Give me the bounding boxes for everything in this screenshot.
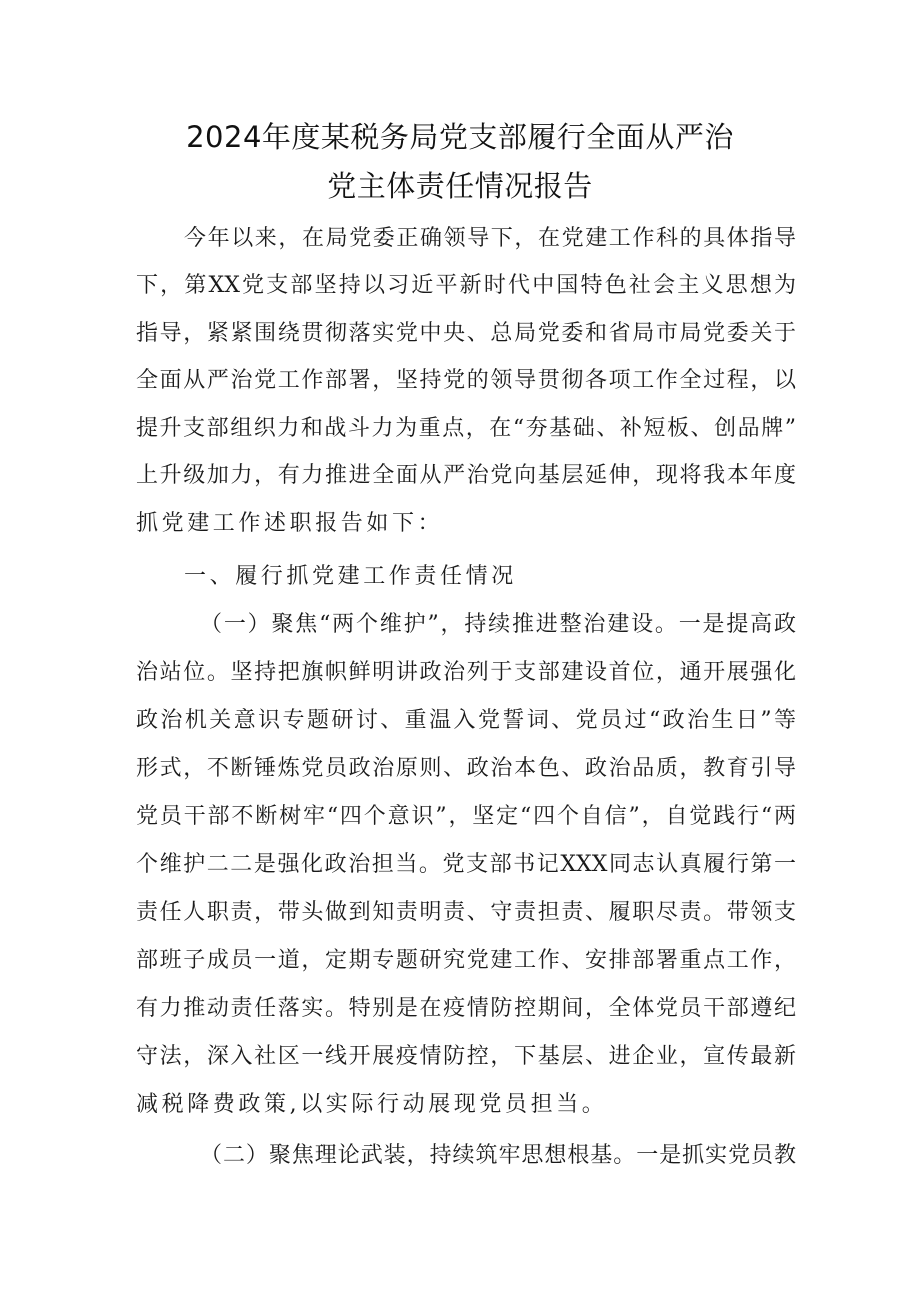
section-heading: 一、履行抓党建工作责任情况	[184, 564, 517, 589]
paragraph-line: 党员干部不断树牢“四个意识”，坚定“四个自信”，自觉践行“两	[136, 804, 796, 829]
paragraph-line: 守法，深入社区一线开展疫情防控，下基层、进企业，宣传最新	[136, 1044, 796, 1069]
paragraph-line: 形式，不断锤炼党员政治原则、政治本色、政治品质，教育引导	[136, 756, 796, 781]
paragraph-line: 上升级加力，有力推进全面从严治党向基层延伸，现将我本年度	[136, 463, 796, 488]
paragraph-line: 指导，紧紧围绕贯彻落实党中央、总局党委和省局市局党委关于	[136, 321, 796, 346]
paragraph-line: 部班子成员一道，定期专题研究党建工作、安排部署重点工作，	[136, 948, 796, 973]
paragraph-line: 抓党建工作述职报告如下：	[136, 511, 444, 536]
paragraph-line: 个维护二二是强化政治担当。党支部书记XXX同志认真履行第一	[136, 852, 796, 877]
document-title-line-1: 2024年度某税务局党支部履行全面从严治	[186, 120, 734, 154]
subsection-line: （二）聚焦理论武装，持续筑牢思想根基。一是抓实党员教	[200, 1143, 796, 1168]
paragraph-line: 减税降费政策,以实际行动展现党员担当。	[136, 1092, 608, 1117]
document-title-line-2: 党主体责任情况报告	[327, 169, 593, 203]
subsection-line: （一）聚焦“两个维护”，持续推进整治建设。一是提高政	[200, 612, 796, 637]
paragraph-line: 有力推动责任落实。特别是在疫情防控期间，全体党员干部遵纪	[136, 996, 796, 1021]
paragraph-line: 提升支部组织力和战斗力为重点，在“夯基础、补短板、创品牌”	[136, 416, 796, 441]
paragraph-line: 今年以来，在局党委正确领导下，在党建工作科的具体指导	[184, 226, 796, 251]
paragraph-line: 下，第XX党支部坚持以习近平新时代中国特色社会主义思想为	[136, 273, 796, 298]
paragraph-line: 全面从严治党工作部署，坚持党的领导贯彻各项工作全过程，以	[136, 368, 796, 393]
paragraph-line: 政治机关意识专题研讨、重温入党誓词、党员过“政治生日”等	[136, 708, 796, 733]
paragraph-line: 治站位。坚持把旗帜鲜明讲政治列于支部建设首位，通开展强化	[136, 660, 796, 685]
paragraph-line: 责任人职责，带头做到知责明责、守责担责、履职尽责。带领支	[136, 900, 796, 925]
